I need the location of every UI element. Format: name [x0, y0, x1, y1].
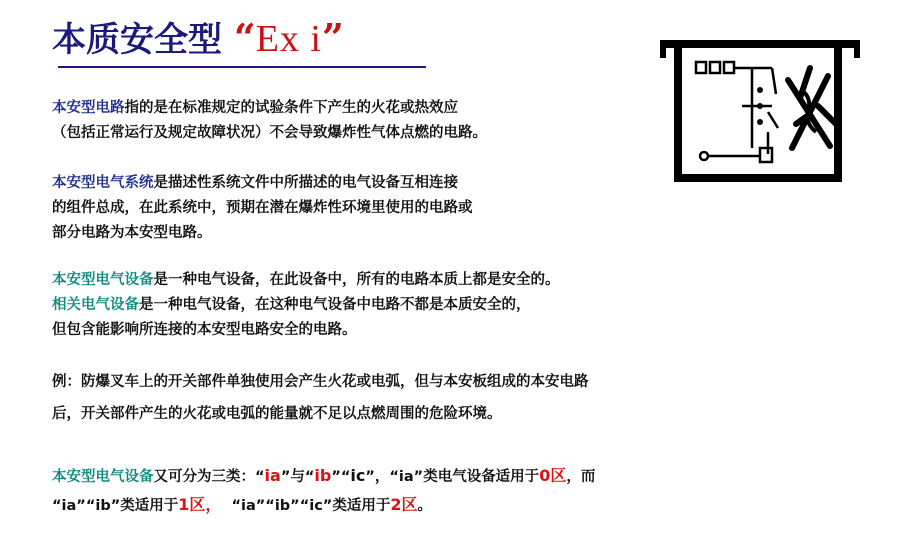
p4-line1: 例：防爆叉车上的开关部件单独使用会产生火花或电弧，但与本安板组成的本安电路: [52, 374, 589, 390]
p3-line1: [52, 268, 560, 293]
p1-line2: （包括正常运行及规定故障状况）不会导致爆炸性气体点燃的电路。: [52, 125, 487, 141]
p5-line1: [52, 462, 595, 491]
zone-1: 1区，: [178, 495, 222, 514]
category-ic: ic: [350, 466, 366, 485]
title-open-quote: “: [233, 15, 256, 60]
paragraph-categories: [52, 462, 595, 520]
p5-line2: [52, 491, 595, 520]
p5-text-a2: ”与“: [280, 469, 315, 485]
title-close-quote: ”: [321, 15, 344, 60]
p2-line1-text: 是描述性系统文件中所描述的电气设备互相连接: [153, 175, 458, 191]
zone-2: 2区: [390, 495, 418, 514]
p1-line1: [52, 96, 487, 121]
title-underline: [58, 66, 426, 68]
intrinsic-safety-circuit-icon: [660, 28, 860, 184]
term-intrinsic-system: 本安型电气系统: [52, 175, 154, 191]
p5-text-a1: 又可分为三类：“: [153, 469, 265, 485]
p5-text-b2: “ia”“ib”“ic”类适用于: [221, 498, 391, 514]
term-associated-apparatus: 相关电气设备: [52, 297, 139, 313]
p2-line3: 部分电路为本安型电路。: [52, 225, 212, 241]
p5-text-a3: ”“: [331, 469, 351, 485]
title-main: 本质安全型: [52, 20, 222, 60]
p4-line2: 后，开关部件产生的火花或电弧的能量就不足以点燃周围的危险环境。: [52, 406, 502, 422]
zone-0: 0区: [539, 466, 567, 485]
term-intrinsic-apparatus-2: 本安型电气设备: [52, 469, 154, 485]
category-ia: ia: [264, 466, 281, 485]
p3-line2-text: 是一种电气设备，在这种电气设备中电路不都是本质安全的，: [139, 297, 531, 313]
p1-line1-text: 指的是在标准规定的试验条件下产生的火花或热效应: [124, 100, 458, 116]
term-intrinsic-apparatus: 本安型电气设备: [52, 272, 154, 288]
paragraph-intrinsic-system: [52, 171, 473, 246]
p5-text-b1: “ia”“ib”类适用于: [52, 498, 179, 514]
p2-line1: [52, 171, 473, 196]
p3-line2: [52, 293, 560, 318]
p5-text-b3: 。: [417, 498, 432, 514]
page-title: [52, 10, 344, 66]
p3-line3: 但包含能影响所连接的本安型电路安全的电路。: [52, 322, 357, 338]
term-intrinsic-circuit: 本安型电路: [52, 100, 125, 116]
p5-text-a4: ”，“ia”类电气设备适用于: [365, 469, 540, 485]
paragraph-intrinsic-circuit: [52, 96, 487, 146]
p5-text-a5: ，而: [566, 469, 596, 485]
paragraph-example: [52, 366, 589, 430]
p3-line1-text: 是一种电气设备，在此设备中，所有的电路本质上都是安全的。: [153, 272, 560, 288]
category-ib: ib: [314, 466, 332, 485]
title-code: Ex i: [255, 18, 322, 60]
paragraph-intrinsic-apparatus: [52, 268, 560, 343]
p2-line2: 的组件总成，在此系统中，预期在潜在爆炸性环境里使用的电路或: [52, 200, 473, 216]
